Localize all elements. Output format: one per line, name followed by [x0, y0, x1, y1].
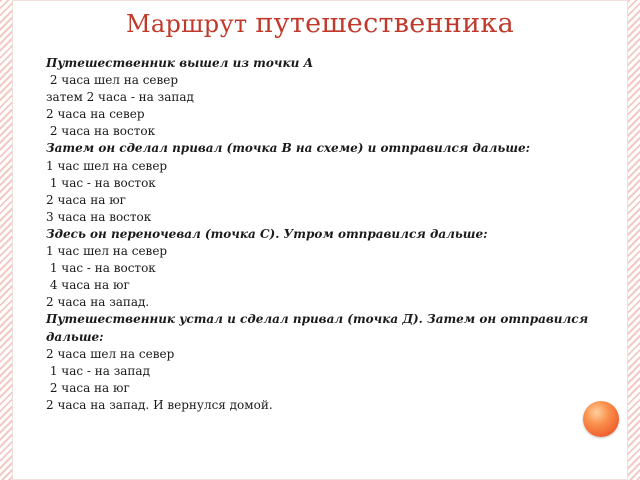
route-step: 1 час - на восток [46, 175, 156, 190]
route-description [46, 55, 606, 414]
route-step: 1 час - на восток [46, 261, 156, 276]
route-step: 2 часа на запад. [46, 295, 150, 310]
route-step: 1 час - на запад [46, 363, 150, 378]
route-step: 1 час шел на север [46, 244, 168, 259]
section-heading: Путешественник устал и сделал привал (точка Д). Затем он отправился дальше: [46, 312, 589, 344]
slide-frame [12, 0, 628, 480]
section-heading: Здесь он переночевал (точка С). Утром отправился дальше: [46, 226, 488, 241]
left-stripe-border [0, 0, 12, 480]
route-step: 3 часа на восток [46, 209, 152, 224]
section-heading: Путешественник вышел из точки А [46, 56, 314, 70]
route-step: 2 часа на юг [46, 380, 130, 395]
route-step: 2 часа на восток [46, 124, 156, 139]
right-stripe-border [628, 0, 640, 480]
route-step: 2 часа на север [46, 107, 145, 122]
route-step: 1 час шел на север [46, 158, 168, 173]
title-part-1: Маршрут [126, 10, 256, 38]
route-step: 4 часа на юг [46, 278, 130, 293]
section-heading: Затем он сделал привал (точка В на схеме) и отправился дальше: [46, 141, 531, 156]
route-step: 2 часа шел на север [46, 346, 175, 361]
title-part-2: путешественника [255, 8, 514, 39]
route-step: 2 часа на юг [46, 192, 126, 207]
route-step: 2 часа на запад. И вернулся домой. [46, 397, 273, 412]
route-step: затем 2 часа - на запад [46, 90, 194, 105]
route-step: 2 часа шел на север [46, 73, 179, 88]
slide-title [12, 10, 628, 38]
orange-orb-decoration [583, 401, 619, 437]
